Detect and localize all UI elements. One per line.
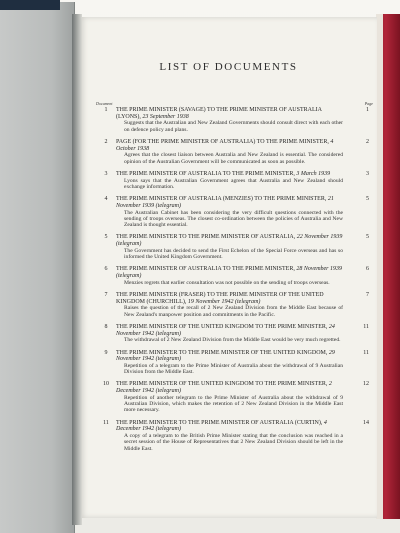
document-page — [80, 17, 377, 518]
document-number: 5 — [104, 234, 108, 241]
page-number: 1 — [366, 107, 369, 113]
entry-date: 29 November 1942 (telegram) — [116, 349, 335, 363]
book-cover-top — [0, 0, 60, 10]
entry-summary: Lyons says that the Australian Government agrees that Australia and New Zealand should exchange information. — [124, 177, 343, 190]
entry-date: 4 October 1938 — [116, 138, 334, 152]
document-number: 7 — [104, 291, 108, 298]
list-item — [96, 381, 369, 413]
entry-summary: Menzies regrets that earlier consultation was not possible on the sending of troops overseas. — [124, 279, 330, 286]
entry-body — [116, 350, 357, 376]
list-item — [96, 420, 369, 452]
entry-date: 23 September 1938 — [142, 113, 189, 120]
entry-date: 22 November 1939 (telegram) — [116, 234, 343, 247]
list-item — [96, 196, 369, 228]
entry-heading — [116, 266, 343, 279]
entry-heading-text: THE PRIME MINISTER OF AUSTRALIA TO THE PRIME MINISTER, — [116, 170, 295, 177]
document-number: 6 — [104, 266, 108, 273]
entry-heading — [116, 350, 343, 363]
page-number: 7 — [366, 291, 369, 298]
list-item — [96, 266, 369, 286]
column-header-page: Page — [364, 101, 373, 106]
entry-date: 2 December 1942 (telegram) — [116, 381, 332, 395]
document-number: 11 — [103, 419, 109, 426]
entry-heading-text: THE PRIME MINISTER TO THE PRIME MINISTER OF THE UNITED KINGDOM, — [116, 349, 328, 356]
document-number: 8 — [104, 323, 108, 330]
document-list — [96, 107, 369, 458]
entry-heading — [116, 196, 343, 209]
list-item — [96, 324, 369, 344]
entry-summary: Raises the question of the recall of 2 New Zealand Division from the Middle East because of New Zealand's manpower position and commitments in the Pacific. — [124, 305, 343, 318]
document-number: 3 — [104, 170, 108, 177]
page-number: 5 — [366, 196, 369, 203]
entry-date: 28 November 1939 (telegram) — [116, 266, 343, 279]
column-header-document: Document — [96, 101, 113, 106]
list-item — [96, 107, 369, 133]
entry-body — [116, 196, 357, 228]
entry-heading-text: THE PRIME MINISTER TO THE PRIME MINISTER OF AUSTRALIA, — [116, 234, 296, 241]
document-number: 1 — [104, 107, 108, 113]
list-item — [96, 292, 369, 318]
entry-summary: Repetition of another telegram to the Prime Minister of Australia about the withdrawal of 9 Australian Division, which makes the retention of 2 New Zealand Division in the Middle East more necessary. — [124, 394, 343, 414]
entry-heading-text: THE PRIME MINISTER OF THE UNITED KINGDOM TO THE PRIME MINISTER, — [116, 381, 328, 388]
entry-summary: Suggests that the Australian and New Zealand Governments should consult direct with each other on defence policy and plans. — [124, 120, 343, 133]
entry-heading-text: THE PRIME MINISTER OF AUSTRALIA TO THE PRIME MINISTER, — [116, 266, 295, 273]
page-number: 12 — [363, 381, 369, 388]
entry-body — [116, 234, 357, 260]
entry-body — [116, 324, 357, 344]
page-number: 11 — [363, 323, 369, 330]
page-number: 6 — [366, 266, 369, 273]
page-number: 14 — [363, 419, 369, 426]
entry-heading — [116, 381, 343, 394]
entry-heading — [116, 324, 343, 337]
entry-heading-text: THE PRIME MINISTER TO THE PRIME MINISTER OF AUSTRALIA (CURTIN), — [116, 419, 323, 426]
entry-date: 3 March 1939 — [296, 170, 331, 177]
list-item — [96, 350, 369, 376]
page-edges — [376, 14, 383, 519]
list-item — [96, 171, 369, 190]
document-number: 10 — [103, 381, 109, 388]
page-number: 5 — [366, 234, 369, 241]
page-number: 2 — [366, 138, 369, 145]
entry-summary: Agrees that the closest liaison between Australia and New Zealand is essential. The considered opinion of the Australian Government will be communicated as soon as possible. — [124, 152, 343, 165]
entry-heading — [116, 420, 343, 433]
entry-heading — [116, 107, 343, 120]
entry-body — [116, 381, 357, 413]
entry-summary: A copy of a telegram to the British Prime Minister stating that the conclusion was reached in a secret session of the House of Representatives that 2 New Zealand Division should be left in the Middle East. — [124, 433, 343, 452]
entry-heading — [116, 234, 343, 247]
entry-summary: The Australian Cabinet has been considering the very difficult questions connected with the sending of troops overseas. The closest co-ordination between the policies of Australia and New Zealand is thought essential. — [124, 209, 343, 229]
entry-summary: The Government has decided to send the First Echelon of the Special Force overseas and has so informed the United Kingdom Government. — [124, 247, 343, 260]
entry-summary: Repetition of a telegram to the Prime Minister of Australia about the withdrawal of 9 Australian Division from the Middle East. — [124, 362, 343, 376]
page-number: 11 — [363, 349, 369, 356]
list-item — [96, 234, 369, 260]
entry-heading — [116, 139, 343, 152]
entry-heading-text: THE PRIME MINISTER (FRASER) TO THE PRIME MINISTER OF THE UNITED KINGDOM (CHURCHILL), — [116, 291, 324, 305]
document-number: 2 — [104, 138, 108, 145]
entry-heading-text: THE PRIME MINISTER OF THE UNITED KINGDOM TO THE PRIME MINISTER, — [116, 323, 328, 330]
entry-heading-text: PAGE (FOR THE PRIME MINISTER OF AUSTRALIA) TO THE PRIME MINISTER, — [116, 138, 329, 145]
entry-heading — [116, 171, 343, 178]
document-number: 9 — [104, 349, 108, 356]
entry-body — [116, 107, 357, 133]
entry-date: 19 November 1942 (telegram) — [187, 298, 261, 305]
entry-body — [116, 420, 357, 452]
entry-date: 21 November 1939 (telegram) — [116, 196, 334, 209]
book-gutter — [72, 14, 82, 525]
page-title: LIST OF DOCUMENTS — [159, 61, 298, 73]
list-item — [96, 139, 369, 165]
entry-summary: The withdrawal of 2 New Zealand Division from the Middle East would be very much regretted. — [124, 337, 341, 344]
entry-body — [116, 171, 357, 190]
page-number: 3 — [366, 170, 369, 177]
left-page-edge — [0, 2, 75, 533]
entry-body — [116, 266, 357, 286]
entry-heading-text: THE PRIME MINISTER OF AUSTRALIA (MENZIES) TO THE PRIME MINISTER, — [116, 196, 327, 203]
entry-body — [116, 139, 357, 165]
entry-date: 24 November 1942 (telegram) — [116, 323, 335, 337]
entry-date: 4 December 1942 (telegram) — [116, 419, 327, 433]
entry-heading — [116, 292, 343, 305]
entry-body — [116, 292, 357, 318]
document-number: 4 — [104, 196, 108, 203]
entry-heading-text: THE PRIME MINISTER (SAVAGE) TO THE PRIME MINISTER OF AUSTRALIA (LYONS), — [116, 107, 322, 120]
